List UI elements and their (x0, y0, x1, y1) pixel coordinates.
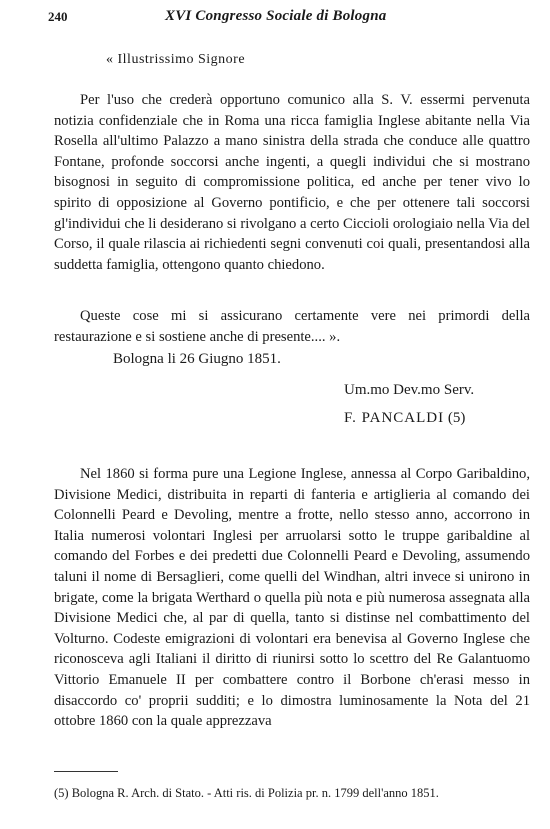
letter-paragraph-1: Per l'uso che crederà opportuno comunico alla S. V. essermi pervenuta notizia confidenziale che in Roma una ricca famiglia Inglese abitante nella Via Rosella all'ultimo Palazzo a mano sinistra della strada che conduce alle quattro Fontane, profonde soccorsi anche ingenti, a quegli individui che si mostrano bisognosi in seguito di compromissione politica, ed anche per tener vivo lo spirito di opposizione al Governo pontificio, e che per ottenere tali soccorsi gl'individui che li desiderano si rivolgano a certo Ciccioli orologiaio nella Via del Corso, il quale rilascia ai richiedenti segni convenuti coi quali, presentandosi alla suddetta famiglia, ottengono quanto chiedono. (54, 92, 530, 273)
letter-signature (344, 410, 465, 427)
signature-name: F. PANCALDI (344, 410, 445, 426)
footnote: (5) Bologna R. Arch. di Stato. - Atti ris. di Polizia pr. n. 1799 dell'anno 1851. (54, 786, 439, 800)
body-paragraph: Nel 1860 si forma pure una Legione Inglese, annessa al Corpo Garibaldino, Divisione Medici, distribuita in reparti di fanteria e artiglieria al comando dei Colonnelli Peard e Devoling, mentre a frotte, nello stesso anno, accorrono in Italia numerosi volontari Inglesi per arruolarsi sotto le truppe garibaldine al comando del Forbes e dei predetti due Colonnelli Peard e Devoling, assumendo taluni il nome di Bersaglieri, come quelli del Windhan, altri invece si unirono in brigate, come la brigata Werthard o quella più nota e più numerosa assegnata alla Divisione Medici che, al par di quella, tanto si distinse nel combattimento del Volturno. Codeste emigrazioni di volontari era benevisa al Governo Inglese che riconosceva agli Italiani il diritto di riunirsi sotto lo scettro del Re Galantuomo Vittorio Emanuele II per combattere contro il Borbone ch'erasi messo in disaccordo co' proprii sudditi; e lo dimostra luminosamente la Nota del 21 ottobre 1860 con la quale apprezzava (54, 466, 530, 730)
letter-closing: Um.mo Dev.mo Serv. (344, 382, 475, 398)
letter-dateline: Bologna li 26 Giugno 1851. (113, 351, 281, 367)
letter-paragraph-2: Queste cose mi si assicurano certamente vere nei primordi della restaurazione e si sostiene anche di presente.... ». (54, 308, 530, 345)
page-header (0, 9, 550, 29)
running-title: XVI Congresso Sociale di Bologna (165, 8, 387, 24)
page-number: 240 (48, 9, 68, 24)
footnote-divider (54, 771, 118, 772)
letter-salutation: « Illustrissimo Signore (106, 52, 246, 67)
signature-footnote-ref: (5) (447, 410, 466, 426)
